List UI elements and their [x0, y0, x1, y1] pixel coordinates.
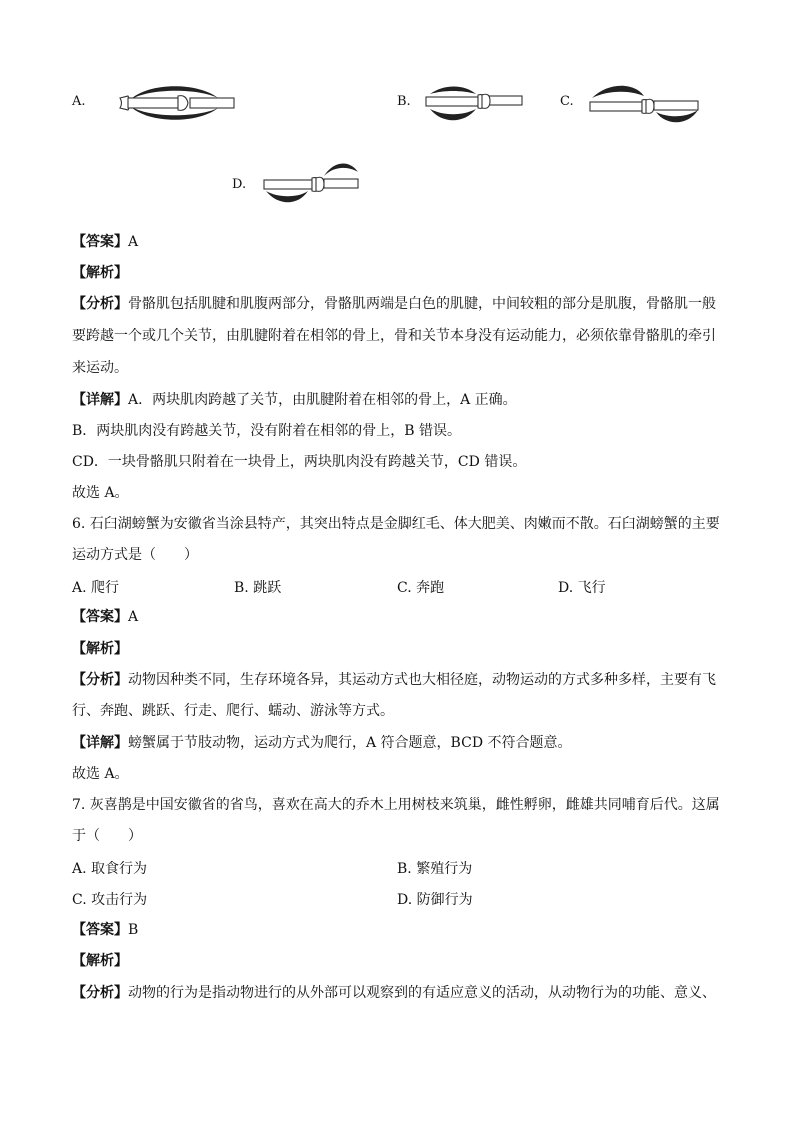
- q5-answer-line: [72, 232, 138, 252]
- q7-stem-line-2: 于（ ）: [72, 828, 142, 844]
- q5-analysis-tag: 【解析】: [72, 265, 128, 281]
- q6-option-a: A. 爬行: [72, 580, 120, 596]
- q7-option-a: A. 取食行为: [72, 861, 148, 877]
- q6-fenxi-line-1: 【分析】动物因种类不同，生存环境各异，其运动方式也大相径庭，动物运动的方式多种多样，主要有飞: [72, 672, 716, 688]
- q6-option-c: C. 奔跑: [397, 580, 445, 596]
- answer-value: A: [128, 234, 139, 250]
- q6-stem-line-2: 运动方式是（ ）: [72, 547, 198, 563]
- option-d-label: D.: [232, 177, 247, 192]
- q6-analysis-tag: 【解析】: [72, 641, 128, 657]
- q5-conclusion: 故选 A。: [72, 485, 129, 501]
- q7-option-d: D. 防御行为: [397, 892, 473, 908]
- q5-detail-line-3: CD．一块骨骼肌只附着在一块骨上，两块肌肉没有跨越关节，CD 错误。: [72, 454, 527, 470]
- q6-fenxi-line-2: 行、奔跑、跳跃、行走、爬行、蠕动、游泳等方式。: [72, 703, 394, 719]
- option-a-diagram: [118, 80, 236, 126]
- option-c-label: C.: [560, 94, 574, 109]
- option-b-label: B.: [397, 94, 411, 109]
- q5-fenxi-line-3: 来运动。: [72, 360, 128, 376]
- q5-fenxi-line-2: 要跨越一个或几个关节，由肌腱附着在相邻的骨上，骨和关节本身没有运动能力，必须依靠骨骼肌的牵引: [72, 328, 716, 344]
- q7-option-c: C. 攻击行为: [72, 892, 148, 908]
- option-d-diagram: [262, 158, 362, 208]
- option-a-label: A.: [72, 94, 86, 109]
- option-b-diagram: [424, 84, 524, 124]
- q5-detail-line-2: B．两块肌肉没有跨越关节，没有附着在相邻的骨上，B 错误。: [72, 423, 462, 439]
- answer-tag: 【答案】: [72, 234, 128, 250]
- q6-answer-line: 【答案】A: [72, 609, 139, 625]
- detail-tag: 【详解】: [72, 392, 128, 408]
- q7-stem-line-1: 7. 灰喜鹊是中国安徽省的省鸟，喜欢在高大的乔木上用树枝来筑巢，雌性孵卵，雌雄共同哺育后代。这属: [72, 797, 720, 813]
- q7-fenxi-line-1: 【分析】动物的行为是指动物进行的从外部可以观察到的有适应意义的活动，从动物行为的功能、意义、: [72, 985, 716, 1001]
- fenxi-tag: 【分析】: [72, 296, 128, 312]
- q7-option-b: B. 繁殖行为: [397, 861, 473, 877]
- answer-value: A: [128, 609, 139, 625]
- q6-stem-line-1: 6. 石臼湖螃蟹为安徽省当涂县特产，其突出特点是金脚红毛、体大肥美、肉嫩而不散。石臼湖螃蟹的主要: [72, 516, 720, 532]
- q7-answer-line: 【答案】B: [72, 922, 139, 938]
- q6-conclusion: 故选 A。: [72, 766, 129, 782]
- answer-value: B: [128, 922, 139, 938]
- q7-analysis-tag: 【解析】: [72, 953, 128, 969]
- q6-option-d: D. 飞行: [558, 580, 606, 596]
- option-c-diagram: [588, 80, 700, 128]
- q5-fenxi-line-1: 【分析】骨骼肌包括肌腱和肌腹两部分，骨骼肌两端是白色的肌腱，中间较粗的部分是肌腹，骨骼肌一般: [72, 296, 716, 312]
- q5-detail-line-1: 【详解】A．两块肌肉跨越了关节，由肌腱附着在相邻的骨上，A 正确。: [72, 392, 517, 408]
- q6-option-b: B. 跳跃: [234, 580, 282, 596]
- q6-detail-line-1: 【详解】螃蟹属于节肢动物，运动方式为爬行，A 符合题意，BCD 不符合题意。: [72, 735, 572, 751]
